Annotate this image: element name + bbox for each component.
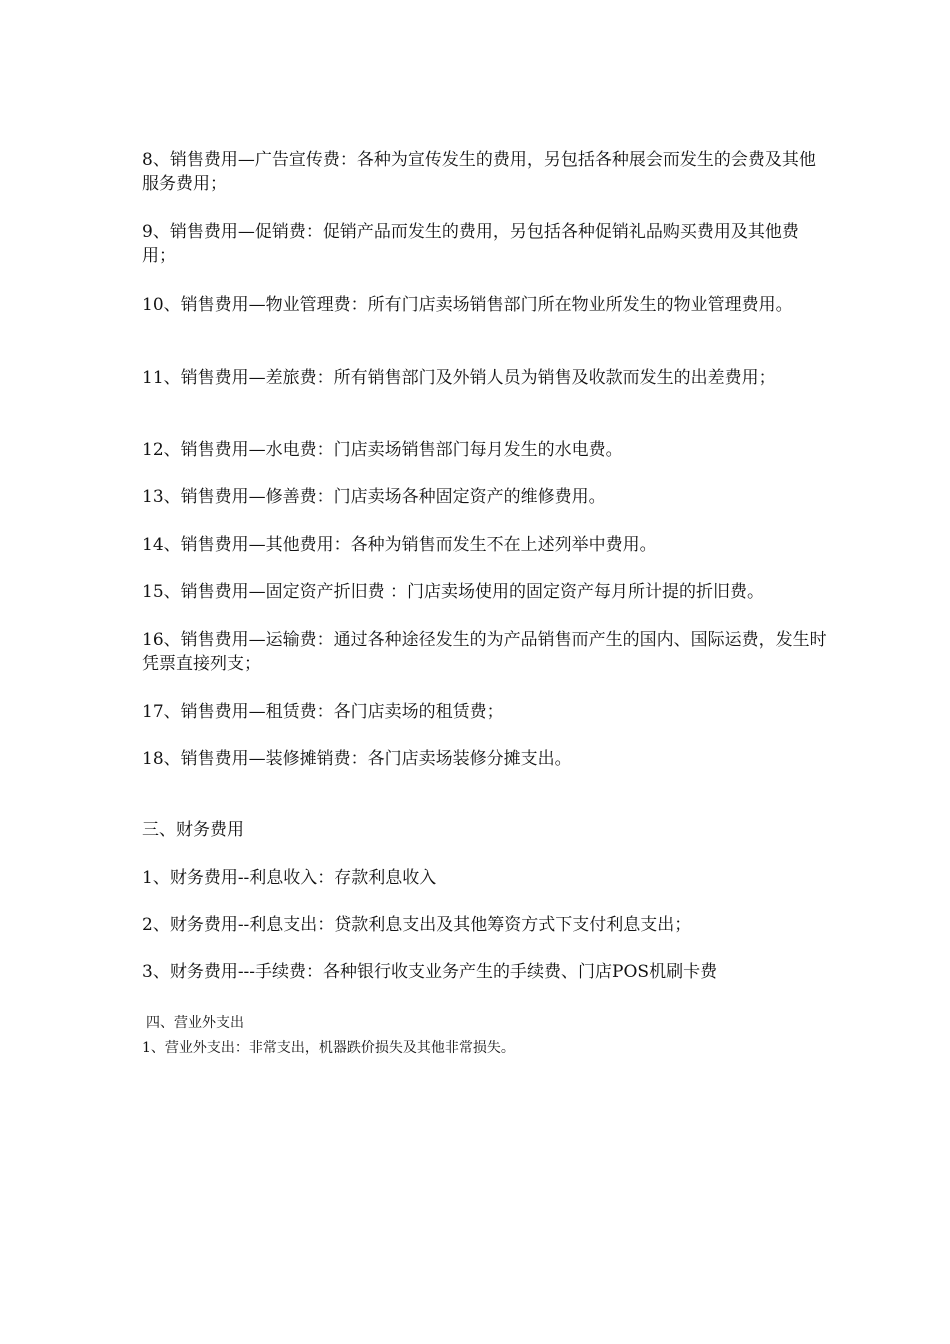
finance-item-2: 2、财务费用--利息支出：贷款利息支出及其他筹资方式下支付利息支出； [142,915,692,935]
paragraph-item-16: 16、销售费用—运输费：通过各种途径发生的为产品销售而产生的国内、国际运费，发生时凭票直接列支； [142,630,827,674]
paragraph-item-13: 13、销售费用—修善费：门店卖场各种固定资产的维修费用。 [142,487,606,507]
paragraph-item-12: 12、销售费用—水电费：门店卖场销售部门每月发生的水电费。 [142,440,623,460]
paragraph-item-11: 11、销售费用—差旅费：所有销售部门及外销人员为销售及收款而发生的出差费用； [142,368,776,388]
section-heading-nonoperating: 四、营业外支出 [146,1015,244,1031]
paragraph-item-8: 8、销售费用—广告宣传费：各种为宣传发生的费用，另包括各种展会而发生的会费及其他服务费用； [142,150,816,194]
paragraph-item-10: 10、销售费用—物业管理费：所有门店卖场销售部门所在物业所发生的物业管理费用。 [142,295,793,315]
paragraph-item-9: 9、销售费用—促销费：促销产品而发生的费用，另包括各种促销礼品购买费用及其他费用； [142,222,799,266]
finance-item-3: 3、财务费用---手续费：各种银行收支业务产生的手续费、门店POS机刷卡费 [142,962,718,982]
section-heading-finance: 三、财务费用 [142,820,244,840]
nonoperating-item-1: 1、营业外支出：非常支出，机器跌价损失及其他非常损失。 [142,1040,515,1056]
paragraph-item-17: 17、销售费用—租赁费：各门店卖场的租赁费； [142,702,504,722]
paragraph-item-15: 15、销售费用—固定资产折旧费 ：门店卖场使用的固定资产每月所计提的折旧费。 [142,582,765,602]
paragraph-item-18: 18、销售费用—装修摊销费：各门店卖场装修分摊支出。 [142,749,572,769]
paragraph-item-14: 14、销售费用—其他费用：各种为销售而发生不在上述列举中费用。 [142,535,657,555]
finance-item-1: 1、财务费用--利息收入：存款利息收入 [142,868,437,888]
